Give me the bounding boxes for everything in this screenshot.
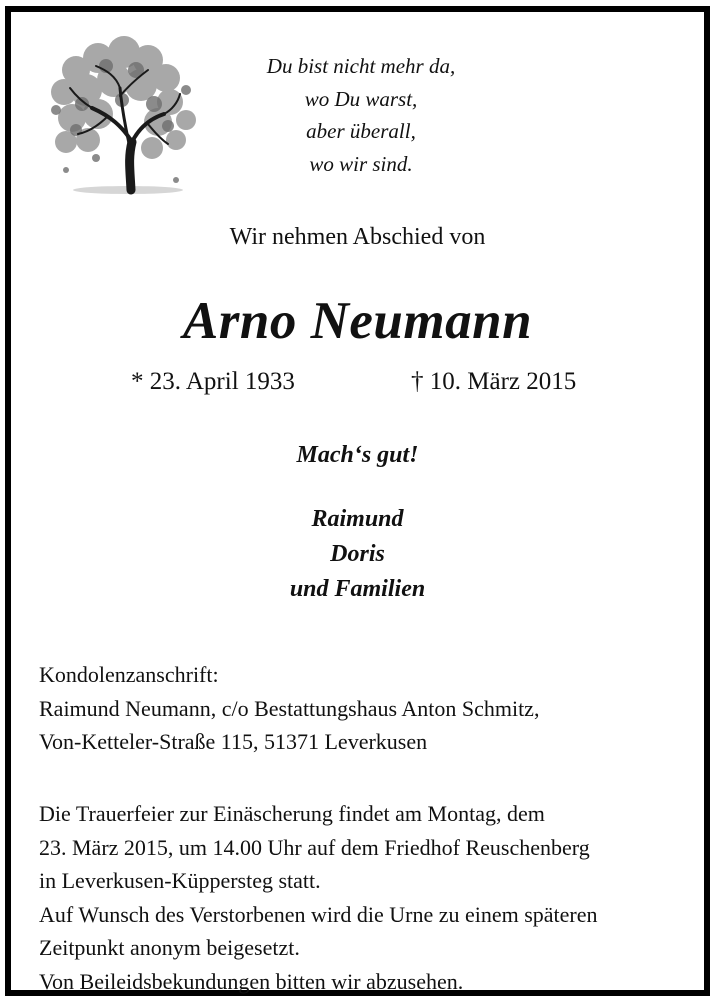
poem-line: wo Du warst, <box>304 86 418 111</box>
birth-date: * 23. April 1933 <box>131 368 295 395</box>
service-line: Die Trauerfeier zur Einäscherung findet am Montag, dem <box>39 801 545 826</box>
poem-line: aber überall, <box>306 119 416 143</box>
deceased-name: Arno Neumann <box>182 292 533 350</box>
signers <box>11 502 704 607</box>
poem-line: Du bist nicht mehr da, <box>266 54 456 78</box>
poem-line: wo wir sind. <box>309 151 413 176</box>
signer-name: Doris <box>330 541 385 567</box>
tree-icon <box>36 30 196 195</box>
service-line: Von Beileidsbekundungen bitten wir abzusehen. <box>39 968 464 994</box>
intro-text: Wir nehmen Abschied von <box>229 224 486 250</box>
service-details <box>39 797 598 998</box>
death-date: † 10. März 2015 <box>411 368 577 395</box>
signer-name: Raimund <box>311 506 404 532</box>
service-line: in Leverkusen-Küppersteg statt. <box>39 868 321 893</box>
signer-name: und Familien <box>289 576 426 602</box>
condolence-line: Kondolenzanschrift: <box>39 662 219 687</box>
service-line: 23. März 2015, um 14.00 Uhr auf dem Friedhof Reuschenberg <box>39 834 590 860</box>
obituary-frame <box>5 6 710 996</box>
service-line: Zeitpunkt anonym beigesetzt. <box>39 935 300 960</box>
condolence-address <box>39 658 539 759</box>
service-line: Auf Wunsch des Verstorbenen wird die Urne zu einem späteren <box>39 901 598 927</box>
condolence-line: Raimund Neumann, c/o Bestattungshaus Anton Schmitz, <box>39 695 540 721</box>
farewell-text: Mach‘s gut! <box>296 442 419 468</box>
poem <box>211 50 511 180</box>
condolence-line: Von-Ketteler-Straße 115, 51371 Leverkusen <box>39 729 428 754</box>
